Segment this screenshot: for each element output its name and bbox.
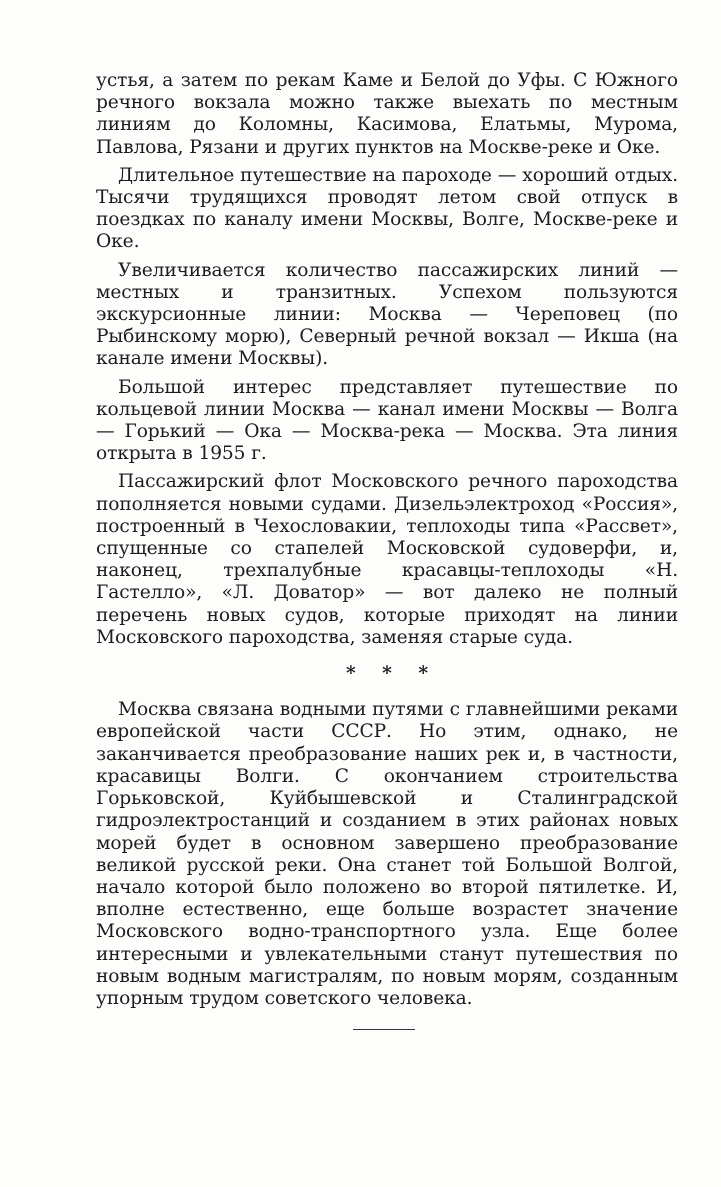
paragraph-passenger-lines: Увеличивается количество пассажирских линий — местных и транзитных. Успехом пользуются экскурсионные линии: Москва — Череповец (по Рыбинскому морю), Северный речной вокзал — Икша (на канале имени Москвы). — [96, 259, 678, 370]
paragraph-fleet: Пассажирский флот Московского речного пароходства пополняется новыми судами. Дизельэлектроход «Россия», построенный в Чехословакии, теплоходы типа «Рассвет», спущенные со стапелей Московской судоверфи, и, наконец, трехпалубные красавцы-теплоходы «Н. Гастелло», «Л. Доватор» — вот далеко не полный перечень новых судов, которые приходят на линии Московского пароходства, заменяя старые суда. — [96, 471, 678, 648]
page-text — [96, 70, 678, 1016]
paragraph-continuation: устья, а затем по рекам Каме и Белой до Уфы. С Южного речного вокзала можно также выехать по местным линиям до Коломны, Касимова, Елатьмы, Мурома, Павлова, Рязани и других пунктов на Москве-реке и Оке. — [96, 70, 678, 158]
paragraph-ring-route: Большой интерес представляет путешествие по кольцевой линии Москва — канал имени Москвы — Волга — Горький — Ока — Москва-река — Москва. Эта линия открыта в 1955 г. — [96, 376, 678, 465]
paragraph-conclusion: Москва связана водными путями с главнейшими реками европейской части СССР. Но этим, однако, не заканчивается преобразование наших рек и, в частности, красавицы Волги. С окончанием строительства Горьковской, Куйбышевской и Сталинградской гидроэлектростанций и созданием в этих районах новых морей будет в основном завершено преобразование великой русской реки. Она станет той Большой Волгой, начало которой было положено во второй пятилетке. И, вполне естественно, еще больше возрастет значение Московского водно-транспортного узла. Еще более интересными и увлекательными станут путешествия по новым водным магистралям, по новым морям, созданным упорным трудом советского человека. — [96, 699, 678, 1009]
paragraph-steamboat-leisure: Длительное путешествие на пароходе — хороший отдых. Тысячи трудящихся проводят летом свой отпуск в поездках по каналу имени Москвы, Волге, Москве-реке и Оке. — [96, 164, 678, 253]
section-separator: * * * — [345, 663, 439, 685]
closing-rule — [353, 1029, 415, 1030]
